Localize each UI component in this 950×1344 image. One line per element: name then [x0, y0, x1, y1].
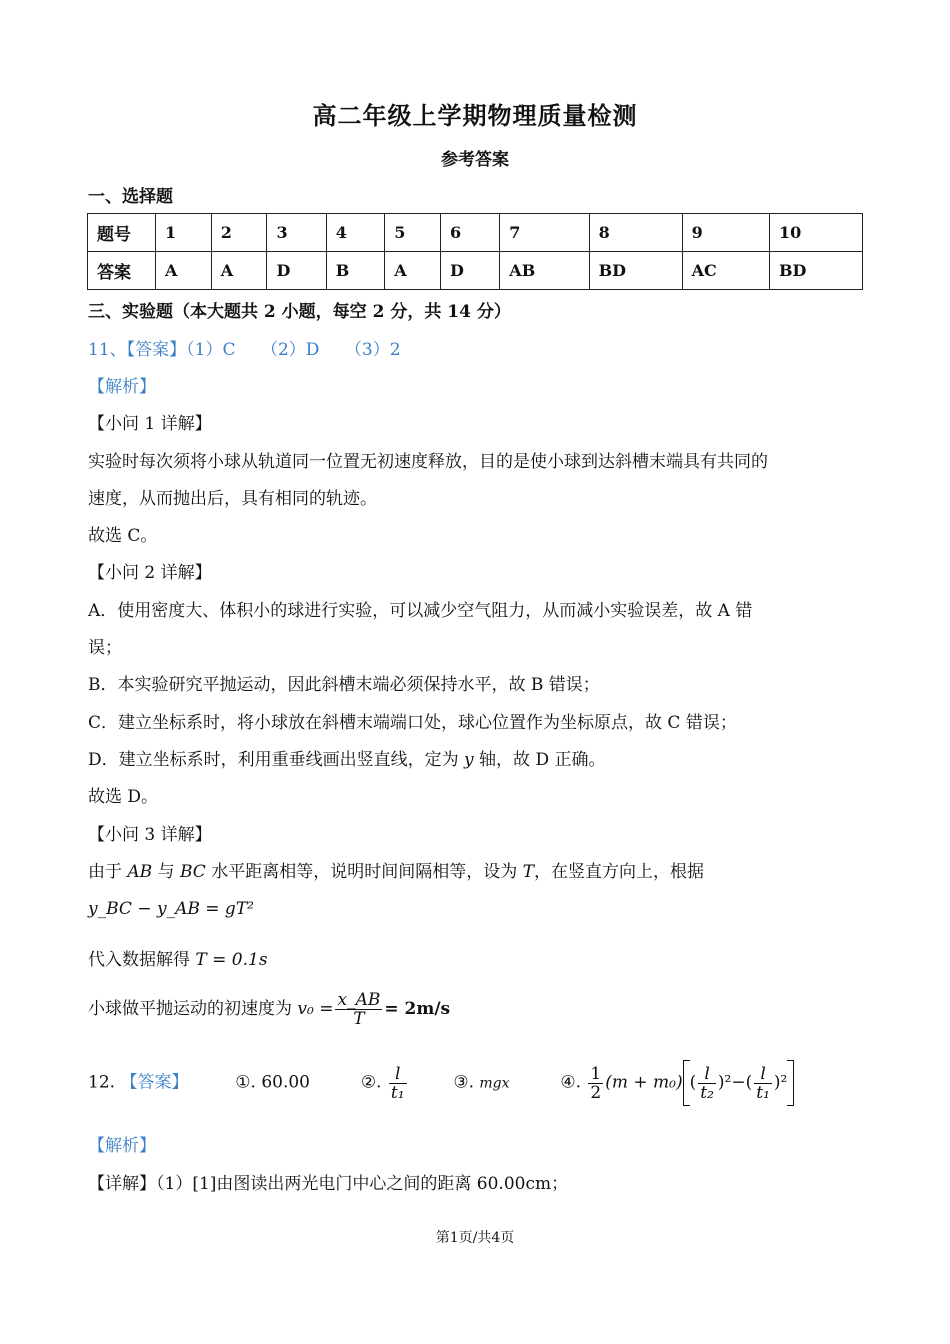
math-expression: (m + m₀)	[605, 1072, 683, 1093]
q11-substitution	[88, 945, 268, 970]
text-span: 代入数据解得	[88, 950, 196, 970]
answer-mark: ②.	[360, 1072, 382, 1093]
q12-analysis-label: 【解析】	[88, 1136, 156, 1156]
q11-part3-text	[88, 857, 704, 882]
math-var: BC	[180, 862, 206, 882]
table-cell: A	[211, 252, 267, 290]
q11-part2-choice: 故选 D。	[88, 787, 159, 807]
row-label: 答案	[88, 252, 156, 290]
table-row	[88, 252, 863, 290]
left-bracket-icon	[683, 1060, 690, 1106]
q11-part1-text: 速度，从而抛出后，具有相同的轨迹。	[88, 489, 377, 509]
right-bracket-icon	[787, 1060, 794, 1106]
text-span: 与	[152, 862, 180, 882]
math-expression: T = 0.1s	[195, 950, 268, 970]
fraction-numerator: l	[754, 1065, 772, 1084]
table-cell: D	[267, 252, 326, 290]
table-cell: D	[440, 252, 499, 290]
page-subtitle: 参考答案	[441, 150, 509, 170]
fraction	[698, 1065, 716, 1102]
q11-part2-heading: 【小问 2 详解】	[88, 563, 212, 583]
fraction-numerator: l	[389, 1065, 407, 1084]
q12-detail: 【详解】（1）[1]由图读出两光电门中心之间的距离 60.00cm；	[88, 1174, 569, 1194]
section-heading-experiment: 三、实验题（本大题共 2 小题，每空 2 分，共 14 分）	[88, 302, 511, 322]
fraction	[335, 991, 382, 1028]
table-cell: 5	[385, 214, 441, 252]
fraction-denominator: t₁	[756, 1082, 770, 1103]
table-row	[88, 214, 863, 252]
q11-part1-text: 实验时每次须将小球从轨道同一位置无初速度释放，目的是使小球到达斜槽末端具有共同的	[88, 452, 768, 472]
text-span: 轴，故 D 正确。	[473, 750, 606, 770]
table-cell: B	[326, 252, 384, 290]
page-title: 高二年级上学期物理质量检测	[312, 101, 638, 130]
table-cell: 10	[769, 214, 862, 252]
section-heading-choice: 一、选择题	[88, 187, 173, 207]
table-cell: AC	[682, 252, 769, 290]
text-span: ，在竖直方向上，根据	[533, 862, 704, 882]
math-var: v₀ =	[297, 999, 334, 1019]
q11-part2-option-b: B．本实验研究平抛运动，因此斜槽末端必须保持水平，故 B 错误；	[88, 675, 600, 695]
text-span: 水平距离相等，说明时间间隔相等，设为	[205, 862, 523, 882]
question-number: 12.	[88, 1072, 116, 1093]
fraction-denominator: t₁	[390, 1082, 405, 1103]
fraction-denominator: T	[353, 1009, 365, 1029]
answer-value: mgx	[479, 1075, 510, 1092]
q11-velocity	[88, 991, 450, 1028]
table-cell: AB	[500, 252, 589, 290]
answer-value: 60.00	[261, 1072, 310, 1093]
page-footer: 第1页/共4页	[435, 1230, 515, 1246]
text-span: 由于	[88, 862, 128, 882]
answer-table	[87, 213, 863, 290]
answer-mark: ①.	[235, 1072, 256, 1093]
text-span: D．建立坐标系时，利用重垂线画出竖直线，定为	[88, 750, 465, 770]
q11-answer: 11、【答案】（1）C （2）D （3）2	[88, 340, 401, 360]
table-cell: 2	[211, 214, 267, 252]
table-cell: 4	[326, 214, 384, 252]
table-cell: 9	[682, 214, 769, 252]
q11-part2-option-a-cont: 误；	[88, 638, 122, 658]
q11-part1-choice: 故选 C。	[88, 526, 158, 546]
table-cell: 3	[267, 214, 326, 252]
table-cell: A	[385, 252, 441, 290]
table-cell: 8	[589, 214, 682, 252]
fraction	[389, 1065, 407, 1102]
math-expression: = 2m/s	[384, 999, 451, 1019]
row-label: 题号	[88, 214, 156, 252]
q11-analysis-label: 【解析】	[88, 377, 156, 397]
q11-part2-option-a: A．使用密度大、体积小的球进行实验，可以减少空气阻力，从而减小实验误差，故 A 错	[88, 601, 753, 621]
table-cell: 7	[500, 214, 589, 252]
table-cell: A	[156, 252, 212, 290]
table-cell: 1	[156, 214, 212, 252]
q11-part1-heading: 【小问 1 详解】	[88, 414, 212, 434]
table-cell: 6	[440, 214, 499, 252]
q11-equation: y_BC − y_AB = gT²	[88, 899, 254, 919]
fraction-numerator: l	[698, 1065, 716, 1084]
math-var: T	[522, 862, 534, 882]
answer-mark: ④.	[560, 1072, 582, 1093]
text-span: 小球做平抛运动的初速度为	[88, 999, 298, 1019]
q11-part3-heading: 【小问 3 详解】	[88, 825, 212, 845]
table-cell: BD	[589, 252, 682, 290]
fraction	[754, 1065, 772, 1102]
q12-answer: 12. 【答案】 ①. 60.00 ②. $\frac{l}{\text{t₁}}$ ③. mgx ④. $\frac{1}{2}$ (m + m₀) ( $\frac{l}{\text{t₂}}$ )²−( $\frac{l}{\text{t₁}}$ )²	[88, 1060, 794, 1106]
table-cell: BD	[769, 252, 862, 290]
answer-tag: 【答案】	[120, 1072, 189, 1093]
fraction-denominator: 2	[590, 1082, 602, 1103]
fraction-numerator: 1	[590, 1063, 602, 1084]
math-var: AB	[127, 862, 153, 882]
fraction-numerator: x_AB	[337, 990, 381, 1010]
fraction	[588, 1065, 603, 1102]
math-var: y	[464, 750, 474, 770]
fraction-denominator: t₂	[700, 1082, 714, 1103]
answer-mark: ③.	[453, 1072, 474, 1093]
q11-part2-option-d	[88, 745, 606, 770]
q11-part2-option-c: C．建立坐标系时，将小球放在斜槽末端端口处，球心位置作为坐标原点，故 C 错误；	[88, 713, 737, 733]
